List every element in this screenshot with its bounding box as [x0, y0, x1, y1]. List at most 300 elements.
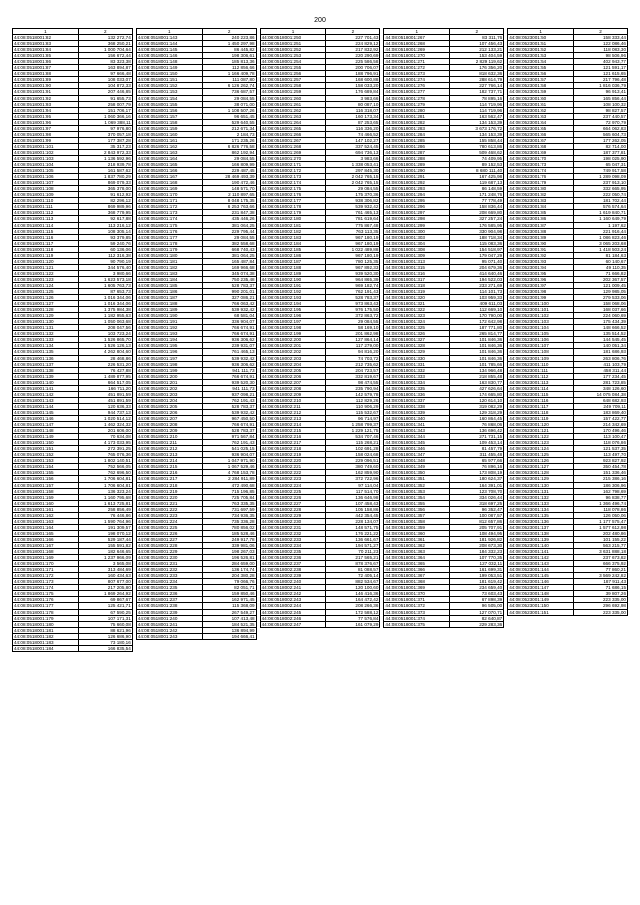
cadastral-number: 44:08:0523001:139 — [508, 536, 574, 542]
cadastral-number: 44:08:0523001:149 — [508, 597, 574, 603]
cadastral-number: 44:08:0518001:91 — [13, 89, 79, 95]
cadastral-value: 766 063,42 — [202, 301, 256, 307]
cadastral-value: 736 687,57 — [202, 89, 256, 95]
cadastral-number: 44:08:0523001:96 — [508, 276, 574, 282]
cadastral-value: 94 816,20 — [326, 349, 380, 355]
cadastral-value: 65 977,66 — [450, 458, 504, 464]
cadastral-value: 1 067 529,46 — [202, 464, 256, 470]
cadastral-number: 44:08:0518001:264 — [260, 119, 326, 125]
cadastral-number: 44:08:0518001:157 — [136, 113, 202, 119]
cadastral-value: 200 706,07 — [326, 65, 380, 71]
cadastral-number: 44:08:0518002:216 — [260, 434, 326, 440]
cadastral-number: 44:08:0518001:98 — [13, 131, 79, 137]
cadastral-number: 44:08:0518002:231 — [260, 524, 326, 530]
cadastral-number: 44:08:0518001:143 — [13, 397, 79, 403]
cadastral-value: 939 520,30 — [326, 270, 380, 276]
cadastral-value: 752 566,05 — [78, 464, 132, 470]
cadastral-number: 44:08:0518001:339 — [384, 409, 450, 415]
cadastral-number: 44:08:0523001:53 — [508, 53, 574, 59]
cadastral-number: 44:08:0518001:108 — [13, 186, 79, 192]
cadastral-value: 923 827,92 — [574, 458, 628, 464]
cadastral-number: 44:08:0518002:227 — [260, 500, 326, 506]
cadastral-value: 1 016 344,06 — [78, 301, 132, 307]
cadastral-number: 44:08:0518001:85 — [13, 53, 79, 59]
cadastral-value: 199 053,51 — [450, 573, 504, 579]
cadastral-number: 44:08:0518002:224 — [260, 482, 326, 488]
cadastral-number: 44:08:0518002:233 — [260, 536, 326, 542]
cadastral-value: 2 042 765,15 — [326, 174, 380, 180]
cadastral-value: 185 813,36 — [202, 59, 256, 65]
cadastral-number: 44:08:0523001:125 — [508, 452, 574, 458]
cadastral-number: 44:08:0518001:351 — [384, 476, 450, 482]
cadastral-value: 765 076,36 — [78, 452, 132, 458]
cadastral-value: 964 865,39 — [326, 276, 380, 282]
cadastral-value: 204 723,57 — [326, 367, 380, 373]
cadastral-number: 44:08:0518001:111 — [13, 204, 79, 210]
cadastral-number: 44:08:0523001:61 — [508, 101, 574, 107]
cadastral-number: 44:08:0518001:360 — [384, 530, 450, 536]
cadastral-value: 664 062,83 — [574, 125, 628, 131]
cadastral-number: 44:08:0518001:369 — [384, 585, 450, 591]
cadastral-value: 372 863,72 — [326, 313, 380, 319]
cadastral-number: 44:08:0518001:238 — [136, 603, 202, 609]
cadastral-value: 319 082,29 — [450, 403, 504, 409]
cadastral-value: 186 306,96 — [574, 482, 628, 488]
table-block — [12, 28, 133, 652]
cadastral-number: 44:08:0518001:365 — [384, 561, 450, 567]
cadastral-number: 44:08:0518001:184 — [136, 276, 202, 282]
cadastral-value: 176 221,22 — [326, 530, 380, 536]
cadastral-value: 528 783,37 — [202, 428, 256, 434]
cadastral-value: 162 859,90 — [326, 470, 380, 476]
cadastral-number: 44:08:0523001:120 — [508, 422, 574, 428]
cadastral-value: 76 446,86 — [78, 512, 132, 518]
cadastral-number: 44:08:0518001:162 — [13, 512, 79, 518]
cadastral-number: 44:08:0518001:214 — [136, 458, 202, 464]
cadastral-value: 339 981,06 — [202, 542, 256, 548]
cadastral-number: 44:08:0518001:284 — [384, 131, 450, 137]
cadastral-value: 187 911,43 — [574, 579, 628, 585]
cadastral-number: 44:08:0518001:331 — [384, 361, 450, 367]
cadastral-value: 1 166 409,78 — [202, 71, 256, 77]
cadastral-number: 44:08:0518001:340 — [384, 416, 450, 422]
cadastral-number: 44:08:0518001:141 — [13, 385, 79, 391]
cadastral-value: 187 377,81 — [574, 149, 628, 155]
cadastral-value: 172 642,98 — [450, 319, 504, 325]
cadastral-value: 198 306,61 — [202, 53, 256, 59]
cadastral-number: 44:08:0518001:145 — [13, 409, 79, 415]
cadastral-number: 44:08:0518001:161 — [136, 137, 202, 143]
cadastral-number: 44:08:0518002:208 — [260, 385, 326, 391]
cadastral-number: 44:08:0518001:175 — [136, 222, 202, 228]
cadastral-value: 368 779,95 — [78, 210, 132, 216]
cadastral-value: 72 405,14 — [326, 573, 380, 579]
cadastral-value: 539 932,42 — [202, 355, 256, 361]
cadastral-number: 44:08:0523001:88 — [508, 228, 574, 234]
cadastral-value: 762 191,43 — [202, 397, 256, 403]
cadastral-number: 44:08:0518001:321 — [384, 301, 450, 307]
cadastral-value: 169 966,68 — [202, 264, 256, 270]
cadastral-value: 81 184,63 — [574, 252, 628, 258]
cadastral-value: 818 632,36 — [450, 71, 504, 77]
cadastral-number: 44:08:0518001:181 — [13, 627, 79, 633]
cadastral-value: 68 581,04 — [202, 313, 256, 319]
cadastral-number: 44:08:0518001:179 — [13, 615, 79, 621]
cadastral-value: 118 076,86 — [574, 440, 628, 446]
cadastral-number: 44:08:0518001:325 — [384, 325, 450, 331]
cadastral-value: 528 783,37 — [202, 403, 256, 409]
cadastral-value: 1 450 297,98 — [202, 41, 256, 47]
cadastral-value: 233 271,69 — [450, 282, 504, 288]
cadastral-value: 114 719,96 — [450, 107, 504, 113]
cadastral-value: 327 086,21 — [202, 295, 256, 301]
cadastral-number: 44:08:0518001:198 — [136, 361, 202, 367]
cadastral-number: 44:08:0518001:150 — [13, 440, 79, 446]
cadastral-value: 108 305,14 — [78, 228, 132, 234]
cadastral-value: 88 621,96 — [78, 627, 132, 633]
cadastral-number: 44:08:0523001:142 — [508, 555, 574, 561]
cadastral-value: 3 065 203,68 — [574, 240, 628, 246]
cadastral-number: 44:08:0523001:92 — [508, 252, 574, 258]
cadastral-number: 44:08:0518001:208 — [136, 422, 202, 428]
cadastral-value: 75 660,08 — [78, 621, 132, 627]
cadastral-number: 44:08:0518001:235 — [136, 585, 202, 591]
cadastral-number: 44:08:0518001:292 — [384, 180, 450, 186]
cadastral-number: 44:08:0518001:279 — [384, 101, 450, 107]
cadastral-value: 107 456,43 — [450, 41, 504, 47]
cadastral-number: 44:08:0518001:270 — [260, 155, 326, 161]
cadastral-value: 158 024,68 — [326, 452, 380, 458]
cadastral-value: 181 619,42 — [450, 579, 504, 585]
cadastral-number: 44:08:0518002:198 — [260, 325, 326, 331]
cadastral-value: 136 894,99 — [202, 627, 256, 633]
cadastral-number: 44:08:0518002:232 — [260, 530, 326, 536]
cadastral-value: 411 103,79 — [574, 361, 628, 367]
cadastral-number: 44:08:0518001:149 — [13, 434, 79, 440]
cadastral-value: 229 795,44 — [202, 228, 256, 234]
cadastral-number: 44:08:0518001:173 — [136, 210, 202, 216]
column-header: 2 — [326, 29, 380, 35]
cadastral-value: 2 284 911,89 — [202, 476, 256, 482]
cadastral-value: 110 906,29 — [326, 403, 380, 409]
cadastral-number: 44:08:0518001:164 — [136, 155, 202, 161]
cadastral-number: 44:08:0523001:65 — [508, 125, 574, 131]
cadastral-value: 136 696,42 — [450, 428, 504, 434]
cadastral-value: 187 771,80 — [450, 325, 504, 331]
cadastral-number: 44:08:0518001:121 — [13, 264, 79, 270]
cadastral-number: 44:08:0518001:212 — [136, 446, 202, 452]
cadastral-number: 44:08:0518001:363 — [384, 549, 450, 555]
cadastral-value: 368 250,21 — [78, 41, 132, 47]
cadastral-number: 44:08:0518001:191 — [136, 319, 202, 325]
cadastral-value: 134 153,39 — [450, 131, 504, 137]
column-header: 1 — [13, 29, 79, 35]
cadastral-number: 44:08:0523001:133 — [508, 500, 574, 506]
cadastral-value: 74 703,72 — [326, 355, 380, 361]
cadastral-number: 44:08:0518001:222 — [136, 506, 202, 512]
cadastral-value: 539 932,42 — [202, 409, 256, 415]
cadastral-number: 44:08:0518001:217 — [136, 476, 202, 482]
cadastral-value: 1 462 324,32 — [78, 422, 132, 428]
cadastral-value: 183 869,40 — [574, 409, 628, 415]
cadastral-number: 44:08:0518001:96 — [13, 119, 79, 125]
cadastral-number: 44:08:0518001:105 — [13, 168, 79, 174]
cadastral-value: 967 892,33 — [326, 264, 380, 270]
cadastral-value: 1 237 966,09 — [78, 555, 132, 561]
cadastral-number: 44:08:0518001:162 — [136, 143, 202, 149]
cadastral-number: 44:08:0518002:206 — [260, 373, 326, 379]
cadastral-value: 28 469 493,39 — [202, 174, 256, 180]
cadastral-value: 129 985,05 — [574, 289, 628, 295]
cadastral-number: 44:08:0518001:145 — [136, 47, 202, 53]
cadastral-value: 158 333,44 — [574, 35, 628, 41]
cadastral-number: 44:08:0518001:179 — [136, 246, 202, 252]
cadastral-number: 44:08:0518002:187 — [260, 258, 326, 264]
cadastral-number: 44:08:0518001:319 — [384, 289, 450, 295]
cadastral-value: 107 770,35 — [450, 555, 504, 561]
cadastral-value: 87 653,73 — [78, 289, 132, 295]
cadastral-value: 109 453,14 — [450, 440, 504, 446]
cadastral-value: 539 932,42 — [326, 204, 380, 210]
cadastral-value: 240 223,86 — [202, 35, 256, 41]
cadastral-number: 44:08:0518001:120 — [13, 258, 79, 264]
cadastral-number: 44:08:0518002:247 — [260, 621, 326, 627]
cadastral-value: 6 126 262,74 — [202, 83, 256, 89]
cadastral-value: 348 126,60 — [574, 385, 628, 391]
cadastral-value: 1 619 840,71 — [574, 210, 628, 216]
cadastral-number: 44:08:0518002:213 — [260, 416, 326, 422]
cadastral-value: 224 060,69 — [574, 313, 628, 319]
cadastral-number: 44:08:0518001:153 — [13, 458, 79, 464]
cadastral-number: 44:08:0518001:153 — [136, 89, 202, 95]
cadastral-number: 44:08:0518001:140 — [13, 379, 79, 385]
cadastral-number: 44:08:0518002:182 — [260, 228, 326, 234]
cadastral-value: 196 526,81 — [202, 555, 256, 561]
cadastral-number: 44:08:0518001:324 — [384, 319, 450, 325]
table-block — [507, 28, 628, 652]
cadastral-value: 1 605 763,73 — [78, 282, 132, 288]
cadastral-number: 44:08:0518001:142 — [13, 391, 79, 397]
cadastral-value: 249 709,11 — [574, 403, 628, 409]
cadastral-value: 227 766,14 — [450, 83, 504, 89]
cadastral-value: 167 425,98 — [450, 174, 504, 180]
cadastral-value: 97 976,80 — [78, 125, 132, 131]
cadastral-number: 44:08:0518001:132 — [13, 331, 79, 337]
cadastral-number: 44:08:0523001:132 — [508, 494, 574, 500]
cadastral-number: 44:08:0523001:76 — [508, 174, 574, 180]
cadastral-value: 3 673 176,72 — [450, 125, 504, 131]
cadastral-value: 350 454,78 — [574, 464, 628, 470]
cadastral-number: 44:08:0523001:129 — [508, 476, 574, 482]
cadastral-number: 44:08:0518001:88 — [13, 71, 79, 77]
cadastral-value: 127 032,11 — [450, 561, 504, 567]
cadastral-value: 967 180,19 — [326, 240, 380, 246]
cadastral-value: 451 891,59 — [78, 391, 132, 397]
cadastral-value: 146 416,36 — [326, 591, 380, 597]
cadastral-number: 44:08:0523001:119 — [508, 416, 574, 422]
cadastral-value: 939 520,30 — [202, 379, 256, 385]
block-table — [260, 28, 381, 628]
column-header: 1 — [136, 29, 202, 35]
cadastral-number: 44:08:0518002:211 — [260, 403, 326, 409]
cadastral-number: 44:08:0523001:127 — [508, 464, 574, 470]
cadastral-value: 28 468,86 — [78, 355, 132, 361]
cadastral-value: 1 590 764,96 — [78, 518, 132, 524]
cadastral-value: 112 829,26 — [326, 397, 380, 403]
cadastral-number: 44:08:0518001:228 — [136, 542, 202, 548]
cadastral-value: 763 335,35 — [202, 500, 256, 506]
cadastral-value: 1 816 036,79 — [574, 83, 628, 89]
cadastral-number: 44:08:0518002:190 — [260, 276, 326, 282]
cadastral-value: 344 576,40 — [78, 264, 132, 270]
cadastral-number: 44:08:0518001:104 — [13, 162, 79, 168]
cadastral-value: 116 318,07 — [326, 107, 380, 113]
cadastral-value: 509 468,62 — [450, 149, 504, 155]
cadastral-number: 44:08:0518001:205 — [136, 403, 202, 409]
cadastral-value: 228 134,07 — [326, 518, 380, 524]
cadastral-value: 380 749,60 — [326, 464, 380, 470]
cadastral-value: 313 484,69 — [78, 567, 132, 573]
cadastral-value: 101 785,66 — [450, 361, 504, 367]
cadastral-number: 44:08:0523001:131 — [508, 488, 574, 494]
block-table — [136, 28, 257, 640]
cadastral-number: 44:08:0518001:151 — [136, 77, 202, 83]
cadastral-value: 284 659,00 — [202, 561, 256, 567]
cadastral-number: 44:08:0518001:366 — [384, 567, 450, 573]
cadastral-number: 44:08:0518001:188 — [136, 301, 202, 307]
cadastral-value: 780 613,86 — [450, 143, 504, 149]
cadastral-number: 44:08:0518001:267 — [384, 35, 450, 41]
cadastral-value: 170 496,46 — [574, 428, 628, 434]
cadastral-value: 1 526 126,13 — [78, 343, 132, 349]
cadastral-value: 208 673,30 — [450, 542, 504, 548]
cadastral-number: 44:08:0518002:226 — [260, 494, 326, 500]
cadastral-value: 158 068,06 — [574, 301, 628, 307]
cadastral-number: 44:08:0518001:154 — [136, 95, 202, 101]
column-header: 1 — [260, 29, 326, 35]
cadastral-value: 1 837 780,29 — [78, 174, 132, 180]
cadastral-value: 1 160 649,79 — [574, 216, 628, 222]
cadastral-number: 44:08:0518001:254 — [260, 59, 326, 65]
cadastral-value: 82 714,00 — [574, 143, 628, 149]
cadastral-value: 175 434,39 — [574, 319, 628, 325]
cadastral-number: 44:08:0523001:74 — [508, 168, 574, 174]
cadastral-value: 937 098,21 — [202, 391, 256, 397]
cadastral-value: 60 136,06 — [78, 246, 132, 252]
cadastral-number: 44:08:0523001:58 — [508, 83, 574, 89]
cadastral-value: 761 465,13 — [326, 210, 380, 216]
cadastral-value: 4 262 804,60 — [78, 349, 132, 355]
cadastral-number: 44:08:0518002:217 — [260, 440, 326, 446]
cadastral-value: 96 913,41 — [574, 89, 628, 95]
cadastral-value: 107 413,48 — [202, 615, 256, 621]
cadastral-value: 188 718,34 — [450, 234, 504, 240]
cadastral-number: 44:08:0518002:193 — [260, 295, 326, 301]
cadastral-number: 44:08:0518001:354 — [384, 494, 450, 500]
cadastral-value: 1 613 725,81 — [78, 500, 132, 506]
cadastral-number: 44:08:0518001:130 — [13, 319, 79, 325]
cadastral-number: 44:08:0518001:169 — [13, 555, 79, 561]
cadastral-value: 91 655,73 — [78, 95, 132, 101]
cadastral-number: 44:08:0518001:364 — [384, 555, 450, 561]
cadastral-value: 113 216,12 — [78, 222, 132, 228]
cadastral-number: 44:08:0518001:329 — [384, 349, 450, 355]
cadastral-value: 1 000 704,64 — [78, 47, 132, 53]
cadastral-number: 44:08:0518002:196 — [260, 313, 326, 319]
cadastral-number: 44:08:0523001:102 — [508, 313, 574, 319]
cadastral-value: 212 671,34 — [202, 125, 256, 131]
cadastral-value: 6 253 763,66 — [202, 204, 256, 210]
cadastral-value: 762 191,43 — [326, 289, 380, 295]
cadastral-value: 96 352,47 — [450, 506, 504, 512]
cadastral-number: 44:08:0518002:241 — [260, 585, 326, 591]
cadastral-value: 761 465,13 — [202, 349, 256, 355]
cadastral-number: 44:08:0518001:296 — [384, 204, 450, 210]
table-block — [260, 28, 381, 652]
cadastral-number: 44:08:0518001:280 — [384, 107, 450, 113]
cadastral-value: 222 050,74 — [574, 192, 628, 198]
cadastral-number: 44:08:0518002:175 — [260, 186, 326, 192]
cadastral-value: 14 075 084,38 — [574, 391, 628, 397]
cadastral-value: 202 480,86 — [574, 530, 628, 536]
cadastral-value: 96 714,97 — [326, 416, 380, 422]
cadastral-number: 44:08:0518001:269 — [260, 149, 326, 155]
cadastral-number: 44:08:0518001:323 — [384, 313, 450, 319]
cadastral-number: 44:08:0523001:147 — [508, 585, 574, 591]
cadastral-number: 44:08:0518001:234 — [136, 579, 202, 585]
cadastral-number: 44:08:0518001:255 — [260, 65, 326, 71]
cadastral-number: 44:08:0523001:85 — [508, 210, 574, 216]
cadastral-value: 249 917,78 — [202, 536, 256, 542]
cadastral-number: 44:08:0523001:60 — [508, 95, 574, 101]
cadastral-value: 91 612,92 — [78, 192, 132, 198]
cadastral-value: 664 517,05 — [78, 379, 132, 385]
cadastral-number: 44:08:0523001:97 — [508, 282, 574, 288]
cadastral-value: 171 248,76 — [450, 192, 504, 198]
cadastral-value: 148 571,75 — [326, 524, 380, 530]
cadastral-number: 44:08:0518001:97 — [13, 125, 79, 131]
cadastral-value: 941 111,73 — [202, 367, 256, 373]
cadastral-number: 44:08:0518001:293 — [384, 186, 450, 192]
cadastral-value: 648 682,93 — [574, 397, 628, 403]
cadastral-number: 44:08:0518001:336 — [384, 391, 450, 397]
cadastral-number: 44:08:0523001:69 — [508, 149, 574, 155]
cadastral-number: 44:08:0523001:95 — [508, 270, 574, 276]
cadastral-value: 119 687,13 — [450, 180, 504, 186]
cadastral-number: 44:08:0523001:100 — [508, 301, 574, 307]
cadastral-value: 224 829,12 — [326, 41, 380, 47]
cadastral-number: 44:08:0518001:265 — [260, 125, 326, 131]
cadastral-number: 44:08:0518001:303 — [384, 234, 450, 240]
cadastral-number: 44:08:0518001:115 — [13, 228, 79, 234]
cadastral-value: 212 133,21 — [450, 47, 504, 53]
cadastral-value: 121 615,65 — [574, 71, 628, 77]
cadastral-number: 44:08:0523001:112 — [508, 373, 574, 379]
cadastral-number: 44:08:0518001:294 — [384, 192, 450, 198]
cadastral-value: 237 913,10 — [574, 180, 628, 186]
cadastral-number: 44:08:0523001:116 — [508, 397, 574, 403]
cadastral-value: 112 316,38 — [78, 252, 132, 258]
cadastral-value: 528 783,37 — [202, 282, 256, 288]
cadastral-value: 766 674,91 — [202, 422, 256, 428]
cadastral-number: 44:08:0518001:350 — [384, 470, 450, 476]
cadastral-value: 127 864,14 — [326, 337, 380, 343]
cadastral-number: 44:08:0518001:118 — [13, 246, 79, 252]
cadastral-number: 44:08:0523001:83 — [508, 198, 574, 204]
cadastral-number: 44:08:0518001:189 — [136, 307, 202, 313]
cadastral-value: 976 175,50 — [326, 307, 380, 313]
cadastral-number: 44:08:0518001:330 — [384, 355, 450, 361]
